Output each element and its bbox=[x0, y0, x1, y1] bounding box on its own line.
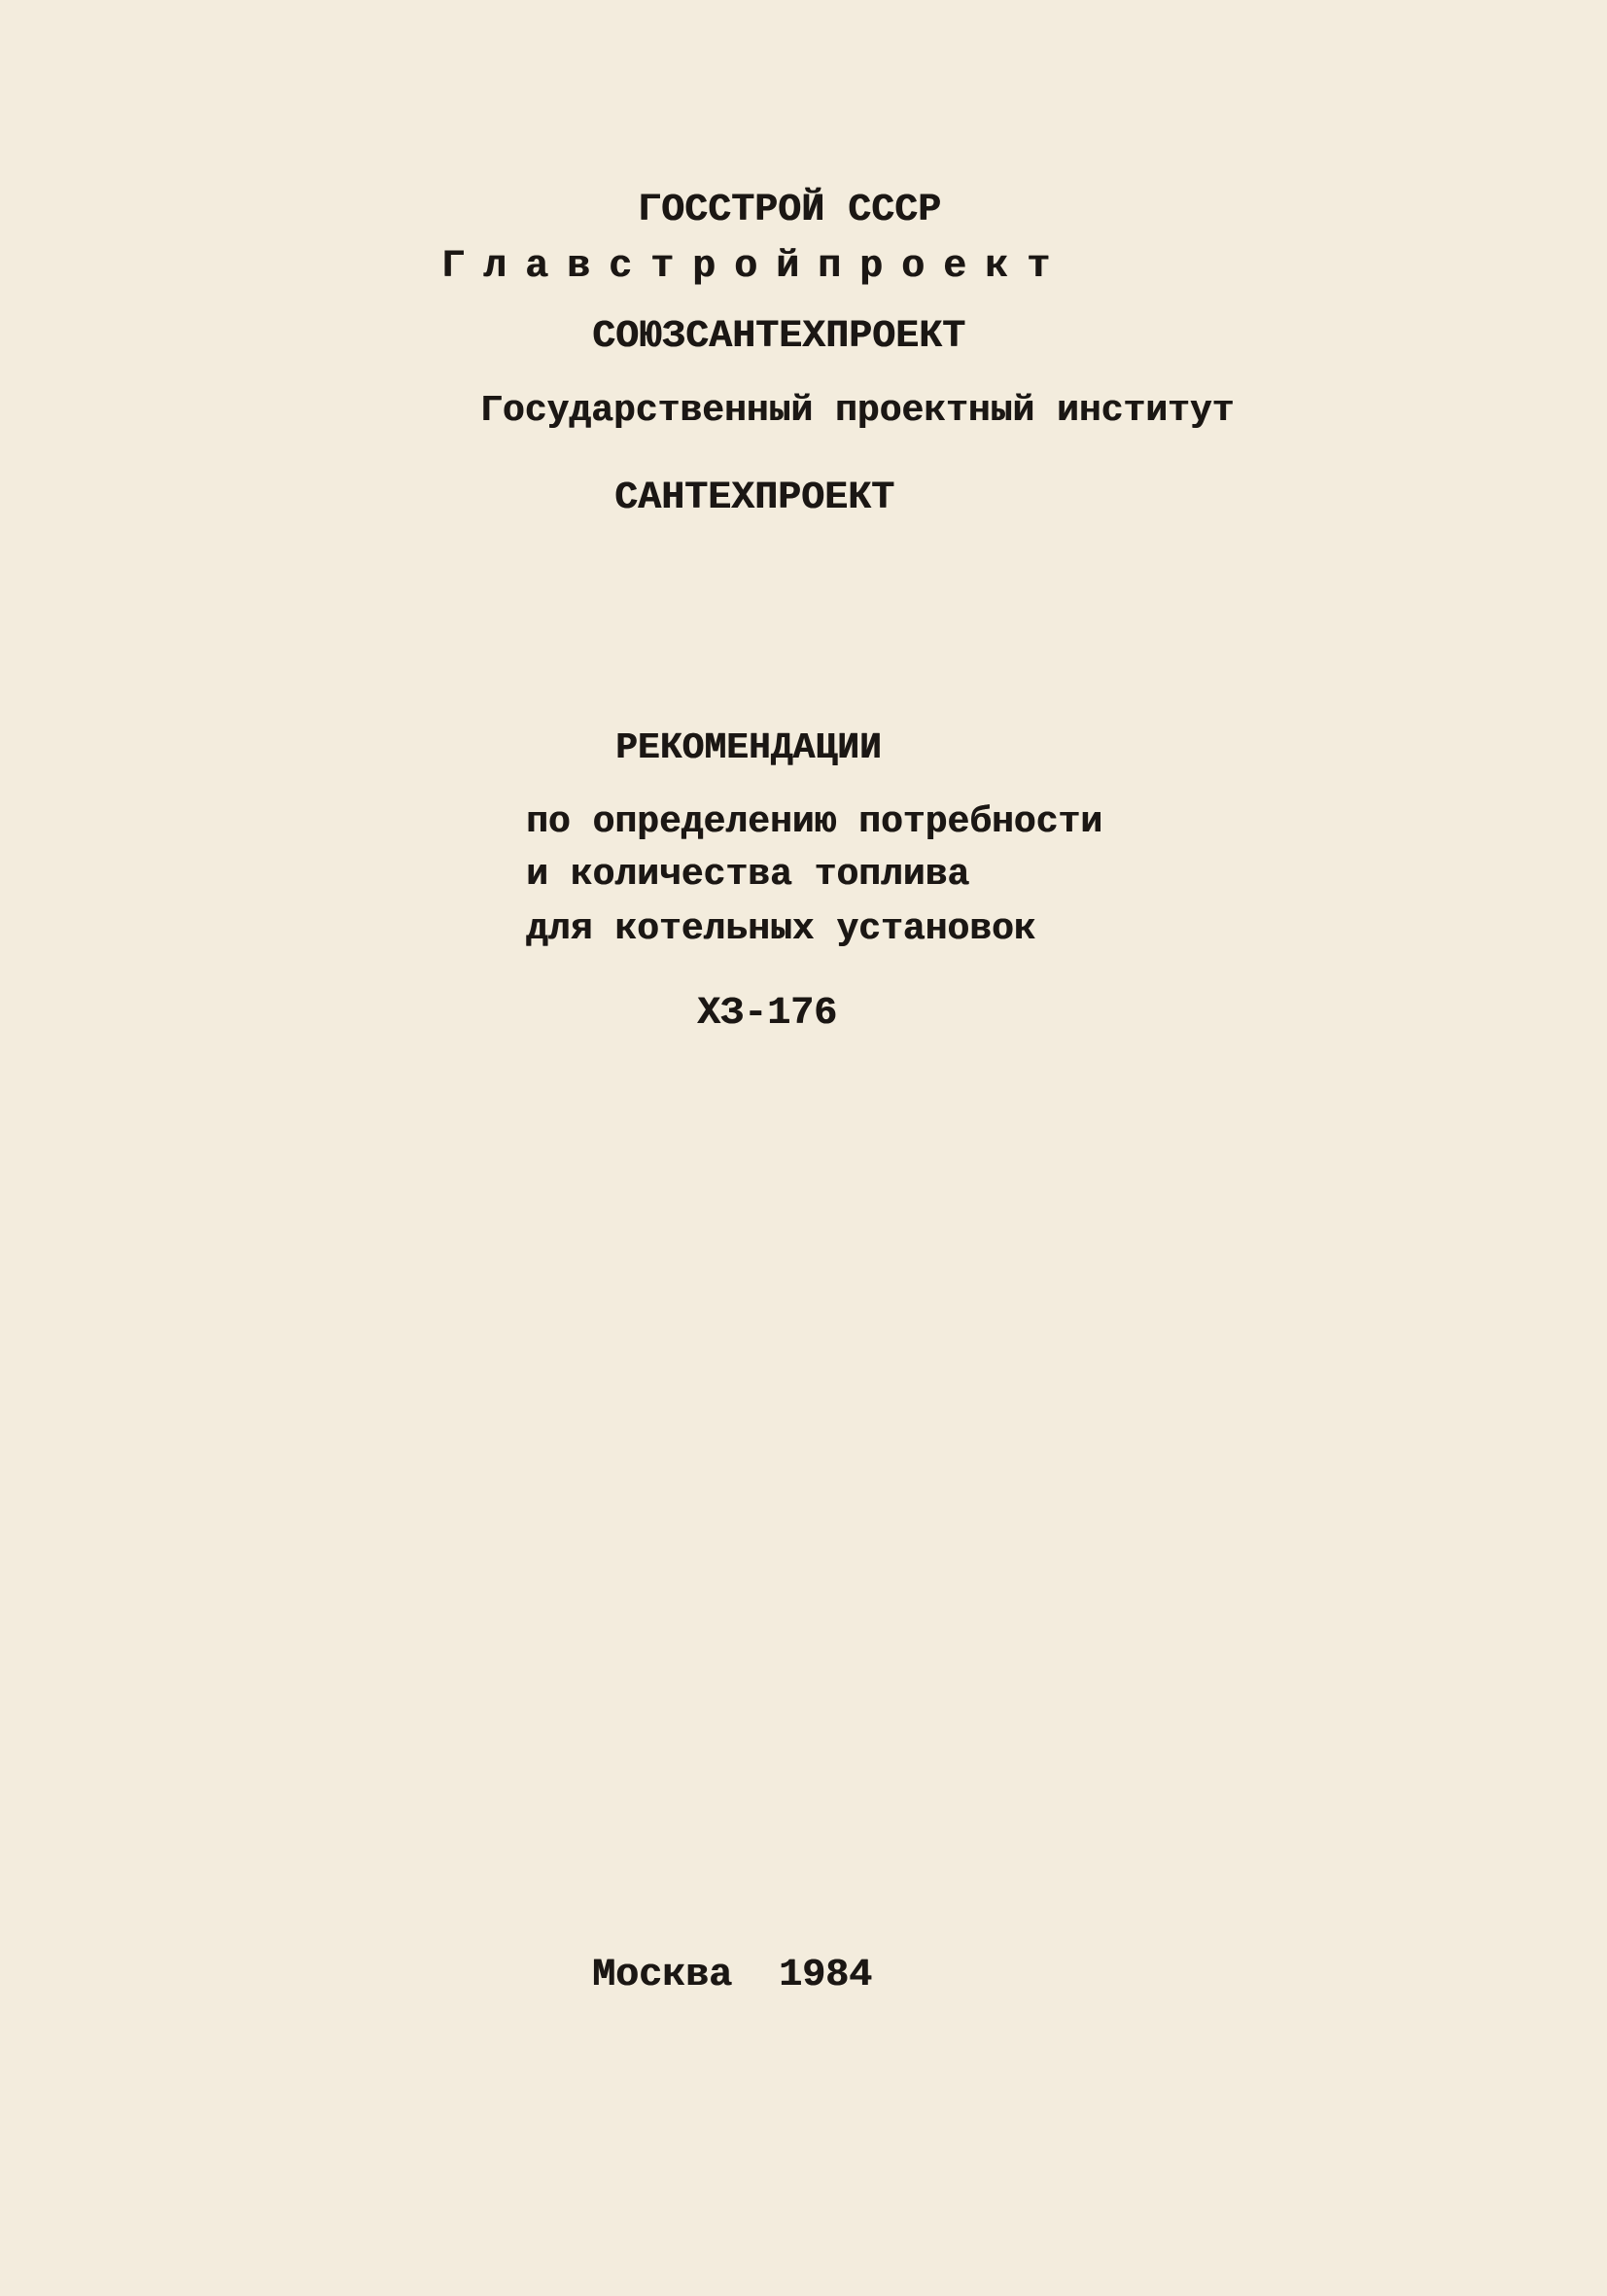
imprint-place-year: Москва 1984 bbox=[592, 1954, 873, 1997]
institute-description: Государственный проектный институт bbox=[480, 390, 1235, 432]
document-subtitle-line: и количества топлива bbox=[526, 854, 970, 896]
organization-gosstroy: ГОССТРОЙ СССР bbox=[638, 189, 942, 232]
organization-glavstroyproekt: Главстройпроект bbox=[441, 245, 1069, 289]
organization-soyuzsantehproekt: СОЮЗСАНТЕХПРОЕКТ bbox=[592, 315, 966, 359]
document-code: ХЗ-176 bbox=[697, 992, 838, 1036]
institute-name: САНТЕХПРОЕКТ bbox=[614, 477, 895, 520]
document-subtitle-line: по определению потребности bbox=[526, 801, 1102, 843]
document-subtitle-line: для котельных установок bbox=[526, 908, 1036, 950]
document-heading: РЕКОМЕНДАЦИИ bbox=[615, 727, 882, 769]
